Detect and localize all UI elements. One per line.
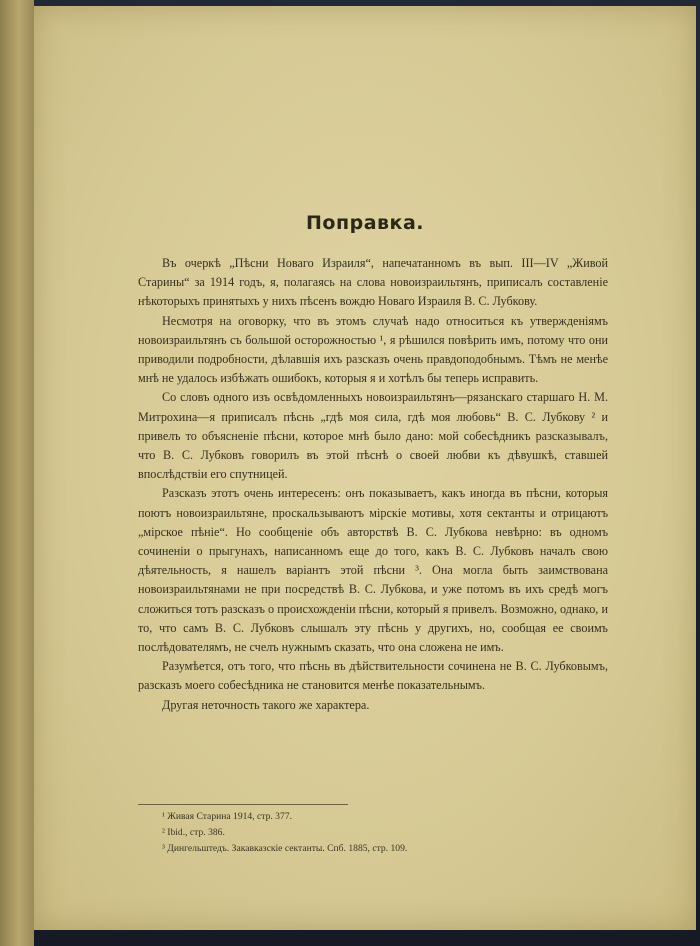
footnote-divider	[138, 804, 348, 805]
footnote-1: ¹ Живая Старина 1914, стр. 377.	[162, 811, 292, 822]
footnote-3: ³ Дингельштедъ. Закавказскіе сектанты. Спб. 1885, стр. 109.	[162, 843, 408, 854]
footnote-2: ² Ibid., стр. 386.	[162, 827, 225, 838]
paragraph-1: Въ очеркѣ „Пѣсни Новаго Израиля“, напечатанномъ въ вып. III—IV „Живой Старины“ за 1914 годъ, я, полагаясь на слова новоизраильтянъ, приписалъ составленіе нѣкоторыхъ принятыхъ у нихъ пѣсенъ вождю Новаго Израиля В. С. Лубкову.	[138, 256, 608, 309]
footnotes	[162, 809, 608, 857]
book-spine	[0, 0, 34, 946]
paragraph-3: Со словъ одного изъ освѣдомленныхъ новоизраильтянъ—рязанскаго старшаго Н. М. Митрохина—я приписалъ пѣснь „гдѣ моя сила, гдѣ моя любовь“ В. С. Лубкову ² и привелъ то объясненіе пѣсни, которое мнѣ было дано: мой собесѣдникъ разсказывалъ, что В. С. Лубковъ говорилъ въ этой пѣснѣ о своей любви къ дѣвушкѣ, ставшей впослѣдствіи его спутницей.	[138, 390, 608, 482]
paragraph-6: Другая неточность такого же характера.	[162, 697, 370, 712]
page-title: Поправка.	[306, 212, 424, 234]
paragraph-2: Несмотря на оговорку, что въ этомъ случаѣ надо относиться къ утвержденіямъ новоизраильтянъ съ большой осторожностью ¹, я рѣшился повѣрить имъ, потому что они приводили подробности, дѣлавшія ихъ разсказъ очень правдоподобнымъ. Тѣмъ не менѣе мнѣ не удалось избѣжать ошибокъ, которыя я и хотѣлъ бы теперь исправить.	[138, 313, 608, 386]
main-text	[138, 254, 608, 715]
document-page	[34, 6, 696, 930]
paragraph-5: Разумѣется, отъ того, что пѣснь въ дѣйствительности сочинена не В. С. Лубковымъ, разсказъ моего собесѣдника не становится менѣе показательнымъ.	[138, 659, 608, 693]
paragraph-4: Разсказъ этотъ очень интересенъ: онъ показываетъ, какъ иногда въ пѣсни, которыя поютъ новоизраильтяне, проскальзываютъ мірскіе мотивы, хотя сектанты и отрицаютъ „мірское пѣніе“. Но сообщеніе объ авторствѣ В. С. Лубкова невѣрно: въ одномъ сочиненіи о прыгунахъ, написанномъ еще до того, какъ В. С. Лубковъ началъ свою дѣятельность, я нашелъ варіантъ этой пѣсни ³. Она могла быть заимствована новоизраильтянами не при посредствѣ В. С. Лубкова, и уже потомъ въ ихъ средѣ могъ сложиться тотъ разсказъ о происхожденіи пѣсни, который я привелъ. Возможно, однако, и то, что самъ В. С. Лубковъ слышалъ эту пѣснь у другихъ, но, сообщая ее своимъ послѣдователямъ, не счелъ нужнымъ сказать, что она сложена не имъ.	[138, 486, 608, 655]
